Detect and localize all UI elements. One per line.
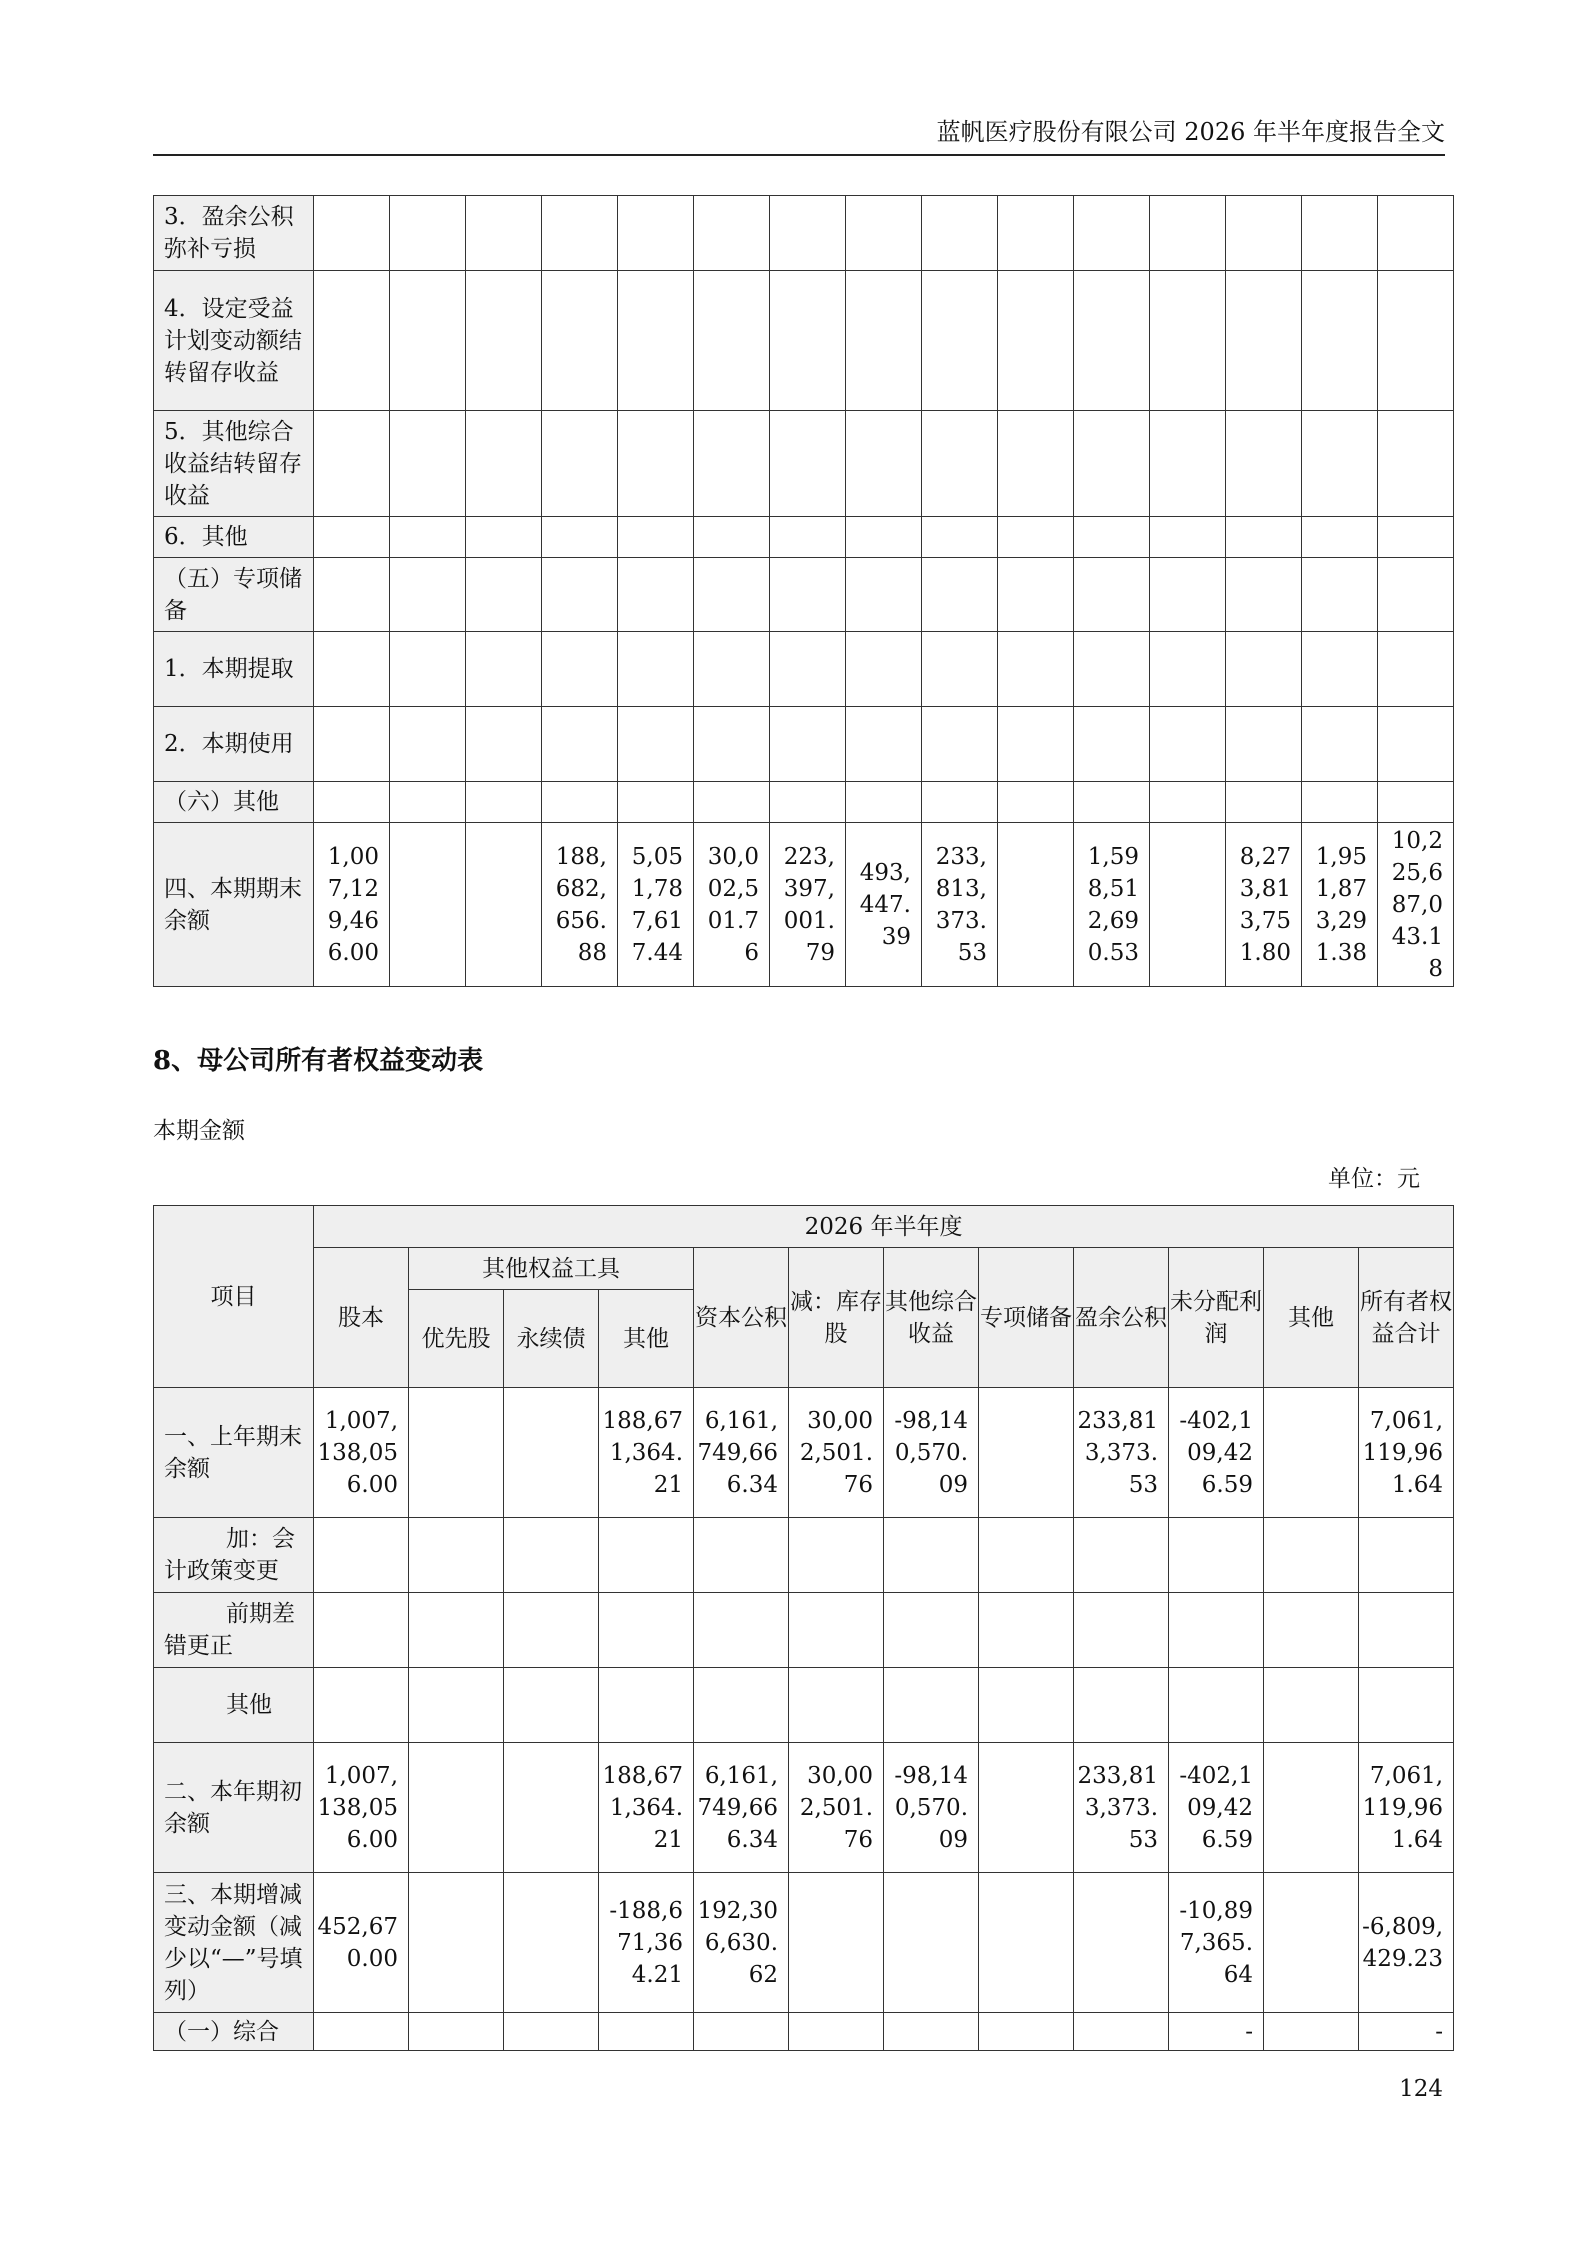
table-cell — [979, 1873, 1074, 2013]
table-cell: 30,002,501.76 — [694, 823, 770, 987]
header-preferred: 优先股 — [409, 1290, 504, 1388]
table-cell: 1,007,138,056.00 — [314, 1743, 409, 1873]
table-row — [154, 196, 1454, 271]
table-cell: 223,397,001.79 — [770, 823, 846, 987]
section-title: 8、母公司所有者权益变动表 — [153, 1046, 484, 1076]
header-capital-reserve: 资本公积 — [694, 1248, 789, 1388]
header-total: 所有者权益合计 — [1359, 1248, 1454, 1388]
header-other: 其他 — [1264, 1248, 1359, 1388]
table-row — [154, 1388, 1454, 1518]
table-cell: 6,161,749,666.34 — [694, 1743, 789, 1873]
header-row — [154, 1206, 1454, 1248]
parent-equity-change-table — [153, 1205, 1454, 2051]
table-row — [154, 1518, 1454, 1593]
table-row — [154, 1873, 1454, 2013]
table-cell: 233,813,373.53 — [1074, 1388, 1169, 1518]
table-cell — [409, 1743, 504, 1873]
table-cell — [504, 1388, 599, 1518]
header-treasury: 减：库存股 — [789, 1248, 884, 1388]
table-row — [154, 1743, 1454, 1873]
table-row — [154, 558, 1454, 632]
table-cell: -402,109,426.59 — [1169, 1388, 1264, 1518]
row-label: 三、本期增减变动金额（减少以“—”号填列） — [154, 1873, 314, 2013]
report-title: 蓝帆医疗股份有限公司 2026 年半年度报告全文 — [936, 118, 1445, 146]
table-row — [154, 1668, 1454, 1743]
row-label: 四、本期期末余额 — [154, 823, 314, 987]
table-cell — [1264, 1873, 1359, 2013]
table-cell — [466, 823, 542, 987]
row-label: （一）综合 — [154, 2013, 314, 2051]
table-cell — [1264, 1743, 1359, 1873]
table-cell: -6,809,429.23 — [1359, 1873, 1454, 2013]
table-cell: 10,225,687,043.18 — [1378, 823, 1454, 987]
table-row — [154, 1593, 1454, 1668]
section-subtitle: 本期金额 — [153, 1118, 245, 1144]
header-oci: 其他综合收益 — [884, 1248, 979, 1388]
table-cell: 233,813,373.53 — [922, 823, 998, 987]
table-cell: - — [1169, 2013, 1264, 2051]
table-cell: -98,140,570.09 — [884, 1388, 979, 1518]
header-row — [154, 1248, 1454, 1290]
header-surplus-reserve: 盈余公积 — [1074, 1248, 1169, 1388]
table-cell: 233,813,373.53 — [1074, 1743, 1169, 1873]
table-cell — [390, 823, 466, 987]
table-cell: 8,273,813,751.80 — [1226, 823, 1302, 987]
row-label: 4．设定受益计划变动额结转留存收益 — [154, 271, 314, 411]
header-share-capital: 股本 — [314, 1248, 409, 1388]
header-special-reserve: 专项储备 — [979, 1248, 1074, 1388]
table-cell: - — [1359, 2013, 1454, 2051]
row-label: 2．本期使用 — [154, 707, 314, 782]
table-cell: 188,671,364.21 — [599, 1743, 694, 1873]
row-label: 3．盈余公积弥补亏损 — [154, 196, 314, 271]
table-row — [154, 271, 1454, 411]
row-label: 5．其他综合收益结转留存收益 — [154, 411, 314, 517]
row-label: 6．其他 — [154, 517, 314, 558]
table-cell — [979, 1388, 1074, 1518]
table-cell: -188,671,364.21 — [599, 1873, 694, 2013]
table-cell — [409, 1873, 504, 2013]
table-cell: 188,671,364.21 — [599, 1388, 694, 1518]
table-cell — [504, 1743, 599, 1873]
table-cell — [979, 1743, 1074, 1873]
table-cell — [884, 1873, 979, 2013]
header-period: 2026 年半年度 — [314, 1206, 1454, 1248]
table-cell: 1,007,129,466.00 — [314, 823, 390, 987]
header-other-equity: 其他权益工具 — [409, 1248, 694, 1290]
row-label: 二、本年期初余额 — [154, 1743, 314, 1873]
table-cell: 1,598,512,690.53 — [1074, 823, 1150, 987]
table-row — [154, 411, 1454, 517]
table-cell — [998, 823, 1074, 987]
table-row — [154, 632, 1454, 707]
table-row — [154, 782, 1454, 823]
row-label: （六）其他 — [154, 782, 314, 823]
table-cell: 30,002,501.76 — [789, 1743, 884, 1873]
page-number: 124 — [1399, 2076, 1443, 2102]
row-label: （五）专项储备 — [154, 558, 314, 632]
table-cell: 30,002,501.76 — [789, 1388, 884, 1518]
row-label: 其他 — [154, 1668, 314, 1743]
table-cell: 192,306,630.62 — [694, 1873, 789, 2013]
row-label: 一、上年期末余额 — [154, 1388, 314, 1518]
table-cell: -402,109,426.59 — [1169, 1743, 1264, 1873]
table-cell — [504, 1873, 599, 2013]
table-cell: 1,951,873,291.38 — [1302, 823, 1378, 987]
page-header — [153, 110, 1445, 156]
table-cell — [409, 1388, 504, 1518]
table-cell: 1,007,138,056.00 — [314, 1388, 409, 1518]
table-row — [154, 2013, 1454, 2051]
table-cell: 188,682,656.88 — [542, 823, 618, 987]
header-item: 项目 — [154, 1206, 314, 1388]
row-label: 1．本期提取 — [154, 632, 314, 707]
table-cell — [789, 1873, 884, 2013]
table-cell — [1264, 1388, 1359, 1518]
table-cell — [1074, 1873, 1169, 2013]
header-undistributed: 未分配利润 — [1169, 1248, 1264, 1388]
table-cell: -10,897,365.64 — [1169, 1873, 1264, 2013]
table-cell: 7,061,119,961.64 — [1359, 1743, 1454, 1873]
table-cell: -98,140,570.09 — [884, 1743, 979, 1873]
table-row — [154, 707, 1454, 782]
row-label: 加：会计政策变更 — [154, 1518, 314, 1593]
table-row — [154, 823, 1454, 987]
table-row — [154, 517, 1454, 558]
table-cell: 7,061,119,961.64 — [1359, 1388, 1454, 1518]
row-label: 前期差错更正 — [154, 1593, 314, 1668]
table-cell: 493,447.39 — [846, 823, 922, 987]
equity-change-table-continued — [153, 195, 1454, 987]
table-cell — [1150, 823, 1226, 987]
header-perpetual: 永续债 — [504, 1290, 599, 1388]
table-cell: 6,161,749,666.34 — [694, 1388, 789, 1518]
header-other-eq-other: 其他 — [599, 1290, 694, 1388]
unit-label: 单位：元 — [1328, 1166, 1420, 1192]
table-cell: 5,051,787,617.44 — [618, 823, 694, 987]
table-cell: 452,670.00 — [314, 1873, 409, 2013]
